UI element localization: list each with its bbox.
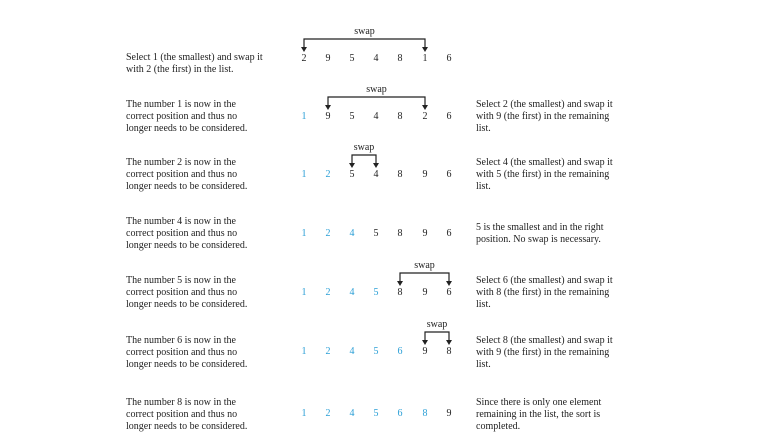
sorted-number: 2 — [325, 169, 331, 180]
sorted-number: 4 — [349, 408, 355, 419]
sorted-number: 2 — [325, 287, 331, 298]
swap-label: swap — [426, 319, 448, 330]
unsorted-number: 8 — [397, 228, 403, 239]
unsorted-number: 9 — [446, 408, 452, 419]
sorted-number: 1 — [301, 169, 307, 180]
swap-label: swap — [414, 260, 435, 271]
step-description-right: Since there is only one element remaining in the list, the sort is completed. — [476, 397, 602, 432]
unsorted-number: 8 — [446, 346, 452, 357]
unsorted-number: 5 — [349, 53, 355, 64]
step-description-right: 5 is the smallest and in the right position. No swap is necessary. — [476, 222, 604, 245]
unsorted-number: 6 — [446, 169, 452, 180]
unsorted-number: 9 — [422, 169, 428, 180]
sorted-number: 5 — [373, 408, 379, 419]
step-description-right: Select 6 (the smallest) and swap it with 8 (the first) in the remaining list. — [476, 275, 613, 310]
sorted-number: 4 — [349, 287, 355, 298]
arrowhead — [349, 163, 355, 168]
arrowhead — [422, 340, 428, 345]
sorted-number: 4 — [349, 346, 355, 357]
unsorted-number: 4 — [373, 111, 379, 122]
unsorted-number: 1 — [422, 53, 428, 64]
swap-arrow — [301, 26, 428, 52]
sorted-number: 2 — [325, 408, 331, 419]
swap-arrow — [397, 260, 452, 286]
sorted-number: 5 — [373, 287, 379, 298]
unsorted-number: 6 — [446, 111, 452, 122]
sorted-number: 1 — [301, 287, 307, 298]
unsorted-number: 5 — [349, 111, 355, 122]
unsorted-number: 4 — [373, 53, 379, 64]
step-description-left: The number 6 is now in the correct position and thus no longer needs to be considered. — [126, 335, 248, 370]
unsorted-number: 9 — [422, 346, 428, 357]
sorted-number: 8 — [422, 408, 428, 419]
arrowhead — [373, 163, 379, 168]
unsorted-number: 5 — [349, 169, 355, 180]
unsorted-number: 9 — [422, 287, 428, 298]
sorted-number: 1 — [301, 408, 307, 419]
swap-label: swap — [366, 84, 387, 95]
unsorted-number: 8 — [397, 53, 403, 64]
arrowhead — [397, 281, 403, 286]
arrowhead — [422, 105, 428, 110]
step-description-left: The number 1 is now in the correct position and thus no longer needs to be considered. — [126, 99, 248, 134]
arrowhead — [301, 47, 307, 52]
unsorted-number: 6 — [446, 228, 452, 239]
unsorted-number: 8 — [397, 111, 403, 122]
sorted-number: 1 — [301, 228, 307, 239]
unsorted-number: 9 — [325, 53, 331, 64]
step-description-left: The number 5 is now in the correct position and thus no longer needs to be considered. — [126, 275, 248, 310]
unsorted-number: 5 — [373, 228, 379, 239]
sorted-number: 5 — [373, 346, 379, 357]
unsorted-number: 2 — [422, 111, 428, 122]
arrowhead — [446, 281, 452, 286]
sorted-number: 1 — [301, 346, 307, 357]
sorted-number: 1 — [301, 111, 307, 122]
step-description-right: Select 2 (the smallest) and swap it with 9 (the first) in the remaining list. — [476, 99, 613, 134]
sorted-number: 2 — [325, 228, 331, 239]
arrowhead — [325, 105, 331, 110]
sorted-number: 6 — [397, 346, 403, 357]
unsorted-number: 2 — [301, 53, 307, 64]
arrowhead — [446, 340, 452, 345]
swap-arrow — [422, 319, 452, 345]
step-description-left: Select 1 (the smallest) and swap it with 2 (the first) in the list. — [126, 52, 263, 75]
sorted-number: 2 — [325, 346, 331, 357]
step-description-left: The number 2 is now in the correct position and thus no longer needs to be considered. — [126, 157, 248, 192]
step-description-left: The number 8 is now in the correct position and thus no longer needs to be considered. — [126, 397, 248, 432]
unsorted-number: 6 — [446, 53, 452, 64]
sorted-number: 6 — [397, 408, 403, 419]
unsorted-number: 8 — [397, 169, 403, 180]
swap-label: swap — [353, 142, 375, 153]
unsorted-number: 9 — [325, 111, 331, 122]
step-description-left: The number 4 is now in the correct position and thus no longer needs to be considered. — [126, 216, 248, 251]
step-description-right: Select 4 (the smallest) and swap it with 5 (the first) in the remaining list. — [476, 157, 613, 192]
unsorted-number: 4 — [373, 169, 379, 180]
swap-label: swap — [354, 26, 375, 37]
arrowhead — [422, 47, 428, 52]
step-description-right: Select 8 (the smallest) and swap it with 9 (the first) in the remaining list. — [476, 335, 613, 370]
unsorted-number: 9 — [422, 228, 428, 239]
swap-arrow — [349, 142, 379, 168]
unsorted-number: 6 — [446, 287, 452, 298]
swap-arrow — [325, 84, 428, 110]
unsorted-number: 8 — [397, 287, 403, 298]
sorted-number: 4 — [349, 228, 355, 239]
